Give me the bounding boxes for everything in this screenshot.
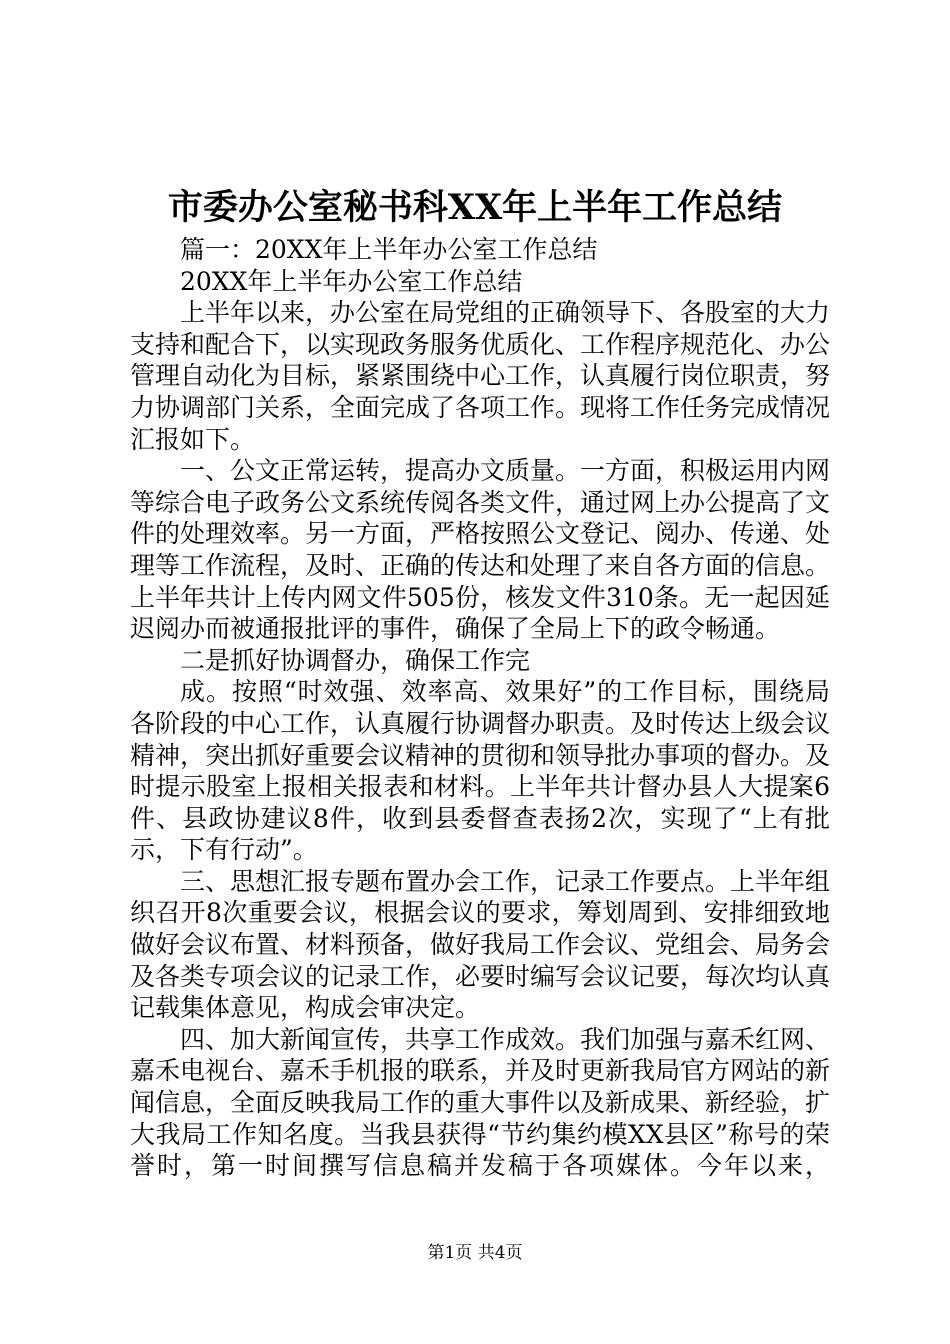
paragraph-meetings: 三、思想汇报专题布置办会工作，记录工作要点。上半年组织召开8次重要会议，根据会议的要求，筹划周到、安排细致地做好会议布置、材料预备，做好我局工作会议、党组会、局务会及各类专项会议的记录工作，必要时编写会议记要，每次均认真记载集体意见，构成会审决定。 bbox=[130, 866, 831, 1023]
document-title: 市委办公室秘书科XX年上半年工作总结 bbox=[167, 187, 783, 228]
paragraph-publicity: 四、加大新闻宣传，共享工作成效。我们加强与嘉禾红网、嘉禾电视台、嘉禾手机报的联系，并及时更新我局官方网站的新闻信息，全面反映我局工作的重大事件以及新成果、新经验，扩大我局工作知名度。当我县获得“节约集约模XX县区”称号的荣誉时，第一时间撰写信息稿并发稿于各项媒体。今年以来， bbox=[130, 1024, 831, 1181]
section-heading-1: 篇一：20XX年上半年办公室工作总结 bbox=[180, 235, 598, 264]
paragraph-intro: 上半年以来，办公室在局党组的正确领导下、各股室的大力支持和配合下，以实现政务服务优质化、工作程序规范化、办公管理自动化为目标，紧紧围绕中心工作，认真履行岗位职责，努力协调部门关系，全面完成了各项工作。现将工作任务完成情况汇报如下。 bbox=[130, 298, 831, 454]
paragraph-document-handling: 一、公文正常运转，提高办文质量。一方面，积极运用内网等综合电子政务公文系统传阅各类文件，通过网上办公提高了文件的处理效率。另一方面，严格按照公文登记、阅办、传递、处理等工作流程，及时、正确的传达和处理了来自各方面的信息。上半年共计上传内网文件505份，核发文件310条。无一起因延迟阅办而被通报批评的事件，确保了全局上下的政令畅通。 bbox=[130, 456, 831, 644]
document-body bbox=[130, 234, 830, 1182]
paragraph-coordination-heading: 二是抓好协调督办，确保工作完 bbox=[180, 645, 531, 675]
page-number-footer: 第1页 共4页 bbox=[427, 1243, 523, 1263]
paragraph-coordination: 成。按照“时效强、效率高、效果好”的工作目标，围绕局各阶段的中心工作，认真履行协调督办职责。及时传达上级会议精神，突出抓好重要会议精神的贯彻和领导批办事项的督办。及时提示股室上报相关报表和材料。上半年共计督办县人大提案6件、县政协建议8件，收到县委督查表扬2次，实现了“上有批示，下有行动”。 bbox=[130, 677, 831, 865]
subheading: 20XX年上半年办公室工作总结 bbox=[180, 266, 523, 296]
